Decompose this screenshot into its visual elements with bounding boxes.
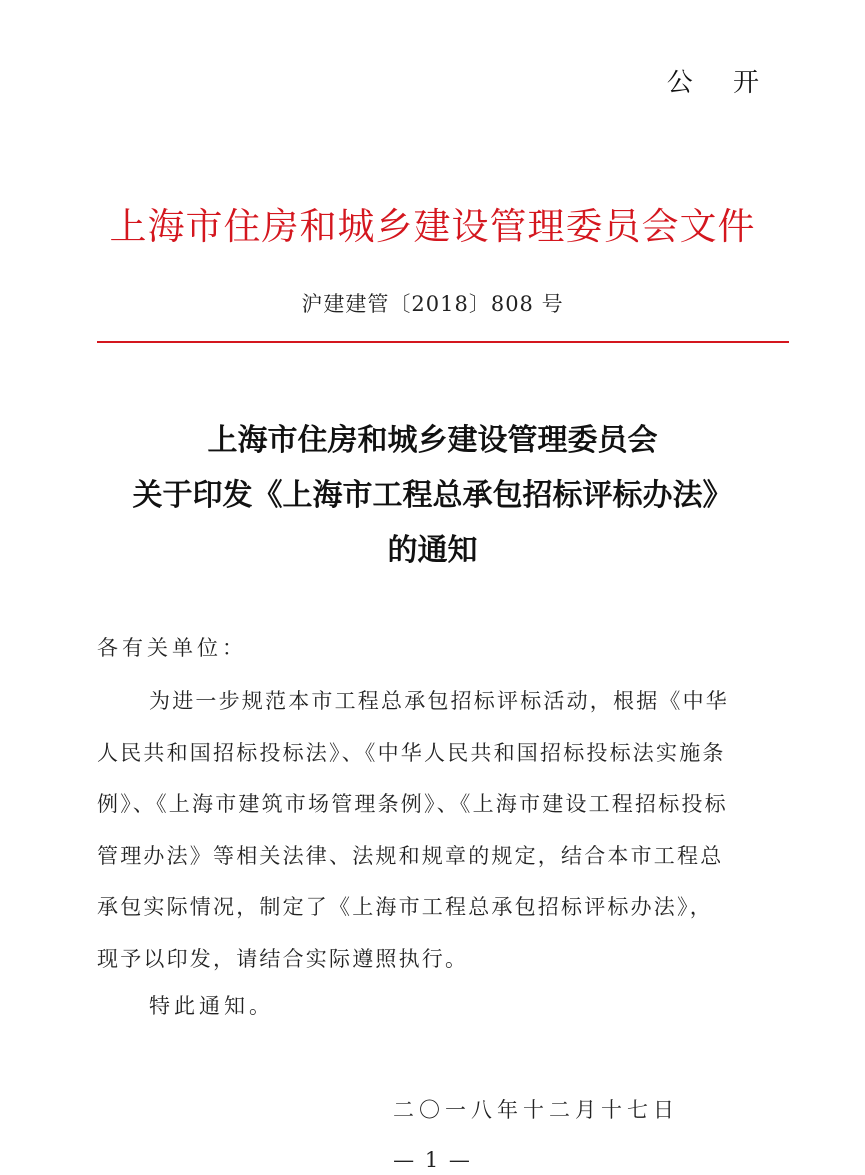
title-line-3: 的通知 [387, 533, 478, 568]
body-line: 例》、《上海市建筑市场管理条例》、《上海市建设工程招标投标 [97, 792, 728, 816]
page-number: — 1 — [393, 1148, 472, 1172]
title-line-1: 上海市住房和城乡建设管理委员会 [207, 423, 658, 458]
body-line: 承包实际情况，制定了《上海市工程总承包招标评标办法》， [97, 895, 713, 919]
body-line: 管理办法》等相关法律、法规和规章的规定，结合本市工程总 [97, 843, 724, 868]
body-line: 人民共和国招标投标法》、《中华人民共和国招标投标法实施条 [97, 740, 726, 765]
body-line: 现予以印发，请结合实际遵照执行。 [97, 946, 469, 971]
issue-date: 二〇一八年十二月十七日 [393, 1098, 679, 1122]
body-paragraph [97, 676, 797, 985]
issuer-heading: 上海市住房和城乡建设管理委员会文件 [109, 205, 756, 248]
document-number: 沪建建管〔2018〕808 号 [301, 292, 564, 316]
body-line: 为进一步规范本市工程总承包招标评标活动，根据《中华 [149, 689, 729, 713]
notice-title [0, 413, 865, 578]
red-divider-line [97, 341, 789, 343]
disclosure-label: 公 开 [666, 68, 775, 98]
salutation: 各有关单位： [97, 636, 247, 660]
closing-remark: 特此通知。 [149, 994, 274, 1018]
title-line-2: 关于印发《上海市工程总承包招标评标办法》 [132, 478, 733, 513]
